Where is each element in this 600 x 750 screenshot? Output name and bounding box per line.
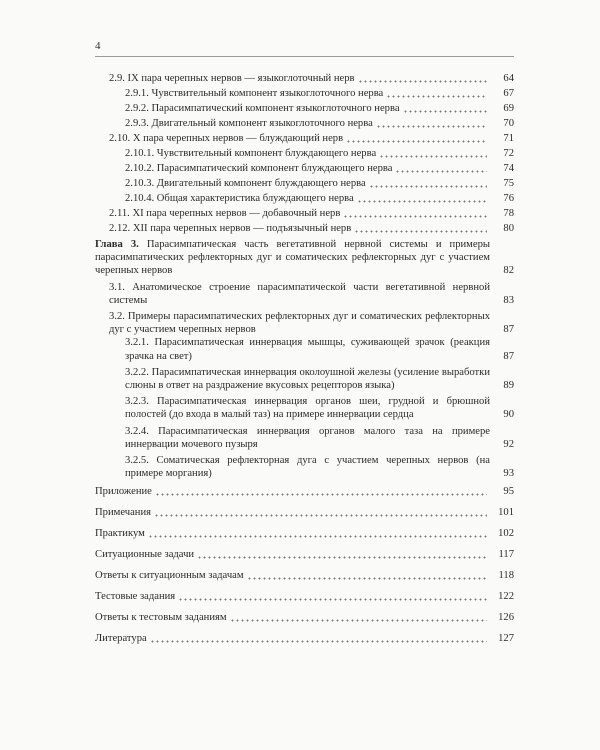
toc-entry-2-9-1 [95,85,514,100]
toc-entry-2-10-1 [95,145,514,160]
leader-dots [369,175,487,188]
toc-page-number: 92 [503,438,514,450]
toc-entry-test-answers [95,609,514,624]
toc-entry-text: 2.10.1. Чувствительный компонент блуждающего нерва [125,147,377,159]
leader-dots [154,504,487,517]
header-rule [95,56,514,57]
leader-dots [357,190,487,203]
toc-page-number: 67 [503,87,514,99]
toc-entry-2-9 [95,70,514,85]
toc-entry-text: 3.2.2. Парасимпатическая иннервация околоушной железы (усиление выработки слюны в ответ на раздражение вкусовых рецепторов языка) [125,366,490,392]
leader-dots [230,609,487,622]
toc-page-number: 64 [503,72,514,84]
toc-page-number: 87 [503,324,514,336]
toc-page-number: 69 [503,102,514,114]
toc-page-number: 89 [503,380,514,392]
toc-entry-literature [95,630,514,645]
toc-page-number: 80 [503,222,514,234]
toc-entry-text: Примечания [95,507,151,519]
toc-entry-text: 2.9.1. Чувствительный компонент языкоглоточного нерва [125,87,384,99]
toc-page-number: 90 [503,409,514,421]
toc-entry-text: Приложение [95,486,152,498]
toc-entry-2-10 [95,130,514,145]
toc-page-number: 93 [503,468,514,480]
toc-entry-text: 3.2.4. Парасимпатическая иннервация органов малого таза на примере иннервации мочевого пузыря [125,425,490,450]
page-number: 4 [95,40,101,52]
toc-page-number: 82 [503,265,514,277]
toc-entry-text: Ситуационные задачи [95,549,195,561]
toc-page-number: 102 [498,528,514,540]
toc-entry-text: 2.9. IX пара черепных нервов — языкоглоточный нерв [109,72,355,84]
toc-entry-situational-answers [95,567,514,582]
leader-dots [178,588,487,601]
toc-entry-3-2-1 [95,336,514,362]
toc-entry-situational-tasks [95,546,514,561]
leader-dots [343,205,487,218]
leader-dots [148,525,487,538]
toc-entry-appendix [95,483,514,498]
toc-entry-3-2-3 [95,395,514,421]
toc-page-number: 83 [503,294,514,306]
leader-dots [386,85,487,98]
toc-entry-text: 2.10.4. Общая характеристика блуждающего нерва [125,192,354,204]
toc-entry-text: 3.2.3. Парасимпатическая иннервация органов шеи, грудной и брюшной полостей (до входа в малый таз) на примере иннервации сердца [125,396,490,421]
toc-entry-tests [95,588,514,603]
toc-entry-text: 3.2. Примеры парасимпатических рефлекторных дуг и соматических рефлекторных дуг с участием черепных нервов [109,311,490,336]
leader-dots [346,130,487,143]
toc-entry-text: Практикум [95,528,145,540]
leader-dots [358,70,487,83]
leader-dots [354,220,487,233]
leader-dots [376,115,487,128]
toc-entry-text: Тестовые задания [95,591,176,603]
toc-page-number: 87 [503,350,514,362]
toc-entry-text: 2.9.2. Парасимпатический компонент языкоглоточного нерва [125,102,400,114]
toc-page-number: 74 [503,162,514,174]
toc-entry-3-2-4 [95,425,514,451]
chapter-title: Парасимпатическая часть вегетативной нервной системы и примеры парасимпатических рефлекторных дуг и соматических рефлекторных дуг с участием черепных нервов [95,239,490,277]
toc-page-number: 117 [498,549,514,561]
toc-entry-2-10-3 [95,175,514,190]
toc-page-number: 95 [503,486,514,498]
table-of-contents [95,70,514,645]
toc-entry-3-1 [95,281,514,307]
toc-entry-2-9-3 [95,115,514,130]
toc-entry-text: 2.12. XII пара черепных нервов — подъязычный нерв [109,222,352,234]
toc-entry-notes [95,504,514,519]
toc-entry-text: 2.10.3. Двигательный компонент блуждающего нерва [125,177,366,189]
toc-page-number: 72 [503,147,514,159]
toc-page-number: 71 [503,132,514,144]
leader-dots [395,160,487,173]
toc-entry-text: 2.11. XI пара черепных нервов — добавочный нерв [109,207,341,219]
toc-page-number: 127 [498,633,514,645]
toc-page-number: 126 [498,612,514,624]
toc-entry-text: 2.9.3. Двигательный компонент языкоглоточного нерва [125,117,373,129]
leader-dots [247,567,487,580]
toc-entry-2-12 [95,220,514,235]
toc-page-number: 78 [503,207,514,219]
toc-entry-2-10-4 [95,190,514,205]
toc-entry-text: Ответы к ситуационным задачам [95,570,244,582]
toc-entry-text: 3.1. Анатомическое строение парасимпатической части вегетативной нервной системы [109,281,490,306]
toc-entry-text: 2.10. X пара черепных нервов — блуждающий нерв [109,132,344,144]
toc-page-number: 70 [503,117,514,129]
toc-entry-3-2-2 [95,366,514,392]
leader-dots [155,483,487,496]
toc-entry-2-9-2 [95,100,514,115]
toc-entry-text: Ответы к тестовым заданиям [95,612,227,624]
toc-page-number: 75 [503,177,514,189]
toc-entry-practicum [95,525,514,540]
toc-entry-text: Литература [95,633,147,645]
toc-entry-3-2-5 [95,454,514,480]
toc-page-number: 118 [498,570,514,582]
toc-entry-3-2 [95,310,514,336]
chapter-label: Глава 3. [95,239,139,250]
leader-dots [379,145,487,158]
toc-page-number: 76 [503,192,514,204]
leader-dots [197,546,487,559]
toc-entry-text: 3.2.1. Парасимпатическая иннервация мышцы, суживающей зрачок (реакция зрачка на свет) [125,337,490,362]
toc-entry-2-10-2 [95,160,514,175]
toc-entry-text [95,238,490,278]
toc-page-number: 122 [498,591,514,603]
toc-chapter-3 [95,238,514,278]
toc-entry-text: 2.10.2. Парасимпатический компонент блуждающего нерва [125,162,393,174]
leader-dots [403,100,487,113]
toc-entry-2-11 [95,205,514,220]
leader-dots [150,630,487,643]
toc-entry-text: 3.2.5. Соматическая рефлекторная дуга с участием черепных нервов (на примере моргания) [125,455,490,480]
toc-page-number: 101 [498,507,514,519]
